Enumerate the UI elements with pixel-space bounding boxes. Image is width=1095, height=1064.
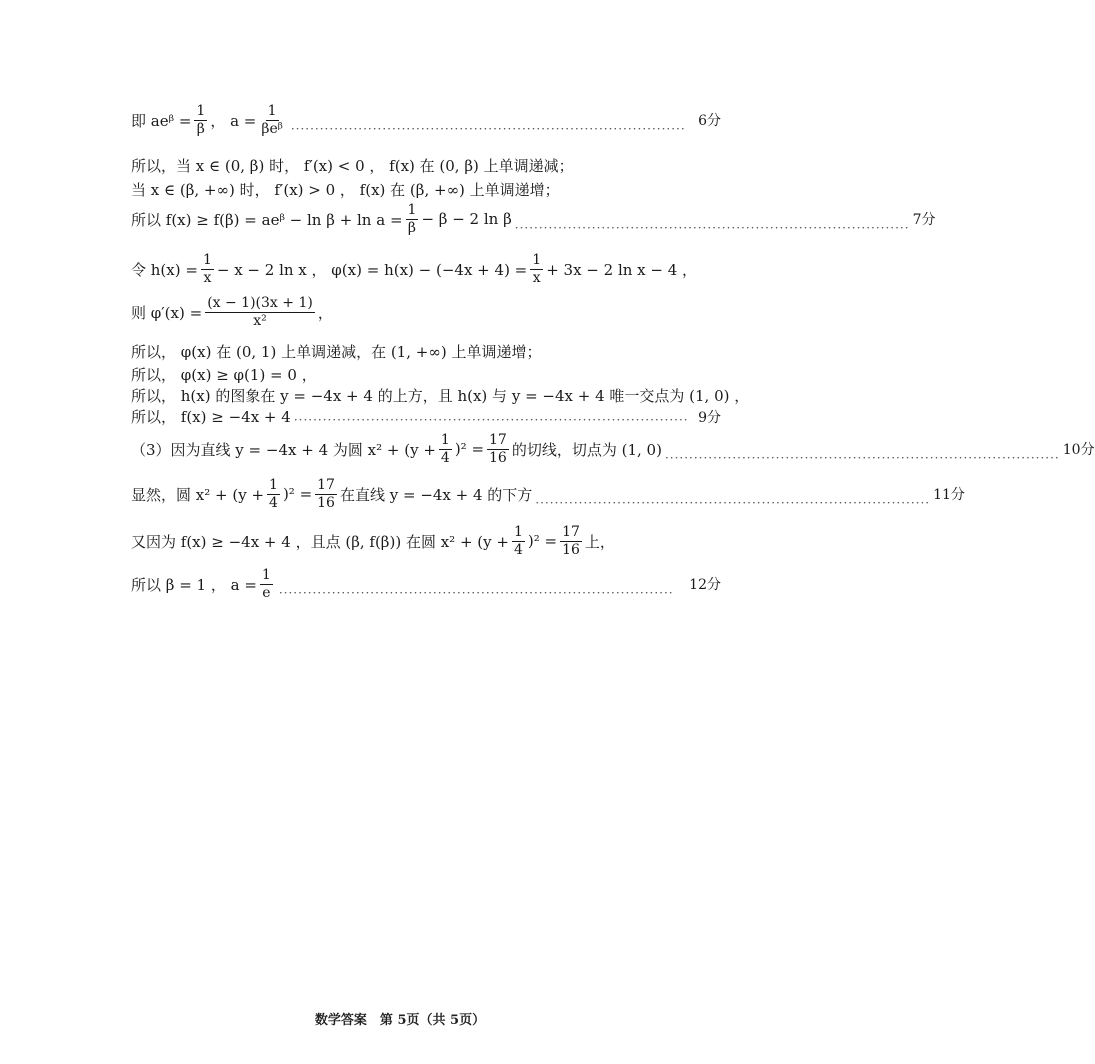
score-label: 9分 [698,409,721,426]
fraction: $\frac{1}{\beta}$ [196,103,206,137]
fraction: $\frac{1}{4}$ [269,477,278,511]
solution-line [131,341,721,362]
fraction: $\frac{1}{\beta}$ [407,202,417,236]
formula-text: )² = [527,532,558,551]
solution-line [131,179,721,200]
formula-text: )² = [454,440,485,459]
formula-text: 令 h(x) = [131,260,198,279]
fraction: $\frac{1}{x}$ [532,252,542,286]
formula-text: 又因为 f(x) ≥ −4x + 4 ，且点 (β, f(β)) 在圆 x² + (y + [131,532,509,551]
solution-line-7-points [131,202,936,236]
solution-line [131,385,750,406]
formula-text: 在直线 y = −4x + 4 的下方 [339,485,533,504]
formula-text: − β − 2 ln β [421,210,512,229]
formula-text: 所以 β = 1 ， a = [131,575,257,594]
solution-line [131,525,721,557]
solution-line [131,296,721,328]
formula-text: 所以， f(x) ≥ −4x + 4 [131,408,291,426]
solution-line-9-points [131,406,721,427]
fraction: $\frac{1}{\text{βeᵝ}}$ [261,103,283,137]
solution-line [131,364,721,385]
solution-line-12-points [131,568,721,600]
solution-line-11-points [131,477,965,511]
dot-leader: ·················································································· [290,122,686,137]
fraction: $\frac{1}{4}$ [440,432,450,466]
formula-text: 上， [584,532,615,551]
formula-text: 即 aeᵝ = [131,111,192,130]
score-label: 10分 [1062,442,1095,459]
formula-text: 所以， h(x) 的图象在 y = −4x + 4 的上方，且 h(x) 与 y = −4x + 4 唯一交点为 (1, 0) ， [131,387,750,405]
score-label: 11分 [933,487,965,504]
score-label: 7分 [912,212,936,229]
page-footer: 数学答案 第 5页（共 5页） [314,1013,486,1028]
fraction: $\frac{17}{16}$ [562,524,580,558]
formula-text: + 3x − 2 ln x − 4 ， [546,260,698,279]
fraction: $\frac{17}{16}$ [489,432,507,466]
dot-leader: ·················································································· [664,451,1060,466]
formula-text: 的切线，切点为 (1, 0) [511,440,662,459]
dot-leader: ·················································································· [278,586,674,601]
formula-text: 所以，当 x ∈ (0, β) 时， f′(x) < 0 ， f(x) 在 (0, β) 上单调递减； [131,157,574,175]
fraction: $\frac{1}{4}$ [513,524,523,558]
solution-line [131,155,721,176]
formula-text: 则 φ′(x) = [131,303,203,322]
dot-leader: ·················································································· [535,496,931,511]
formula-text: 当 x ∈ (β, +∞) 时， f′(x) > 0 ， f(x) 在 (β, +∞) 上单调递增； [131,181,560,199]
formula-text: ， [317,303,333,322]
formula-text: − x − 2 ln x ， φ(x) = h(x) − (−4x + 4) = [216,260,528,279]
formula-text: ， a = [210,111,257,130]
fraction: $\frac{1}{e}$ [261,567,271,601]
dot-leader: ·················································································· [514,221,910,236]
solution-line [131,253,721,285]
score-label: 12分 [689,577,721,594]
solution-line-6-points [131,104,721,136]
formula-text: 所以， φ(x) 在 (0, 1) 上单调递减，在 (1, +∞) 上单调递增； [131,343,542,361]
fraction: $\frac{17}{16}$ [317,477,335,511]
fraction: $\frac{1}{x}$ [202,252,212,286]
formula-text: )² = [282,485,313,504]
dot-leader: ·················································································· [293,413,689,427]
formula-text: （3）因为直线 y = −4x + 4 为圆 x² + (y + [131,440,436,459]
fraction: $\frac{(x - 1)(3x + 1)}{\text{x²}}$ [207,295,313,329]
formula-text: 显然，圆 x² + (y + [131,485,265,504]
formula-text: 所以， φ(x) ≥ φ(1) = 0 ， [131,366,317,384]
formula-text: 所以 f(x) ≥ f(β) = aeᵝ − ln β + ln a = [131,210,403,229]
solution-line-10-points [131,432,1095,466]
score-label: 6分 [698,113,721,130]
